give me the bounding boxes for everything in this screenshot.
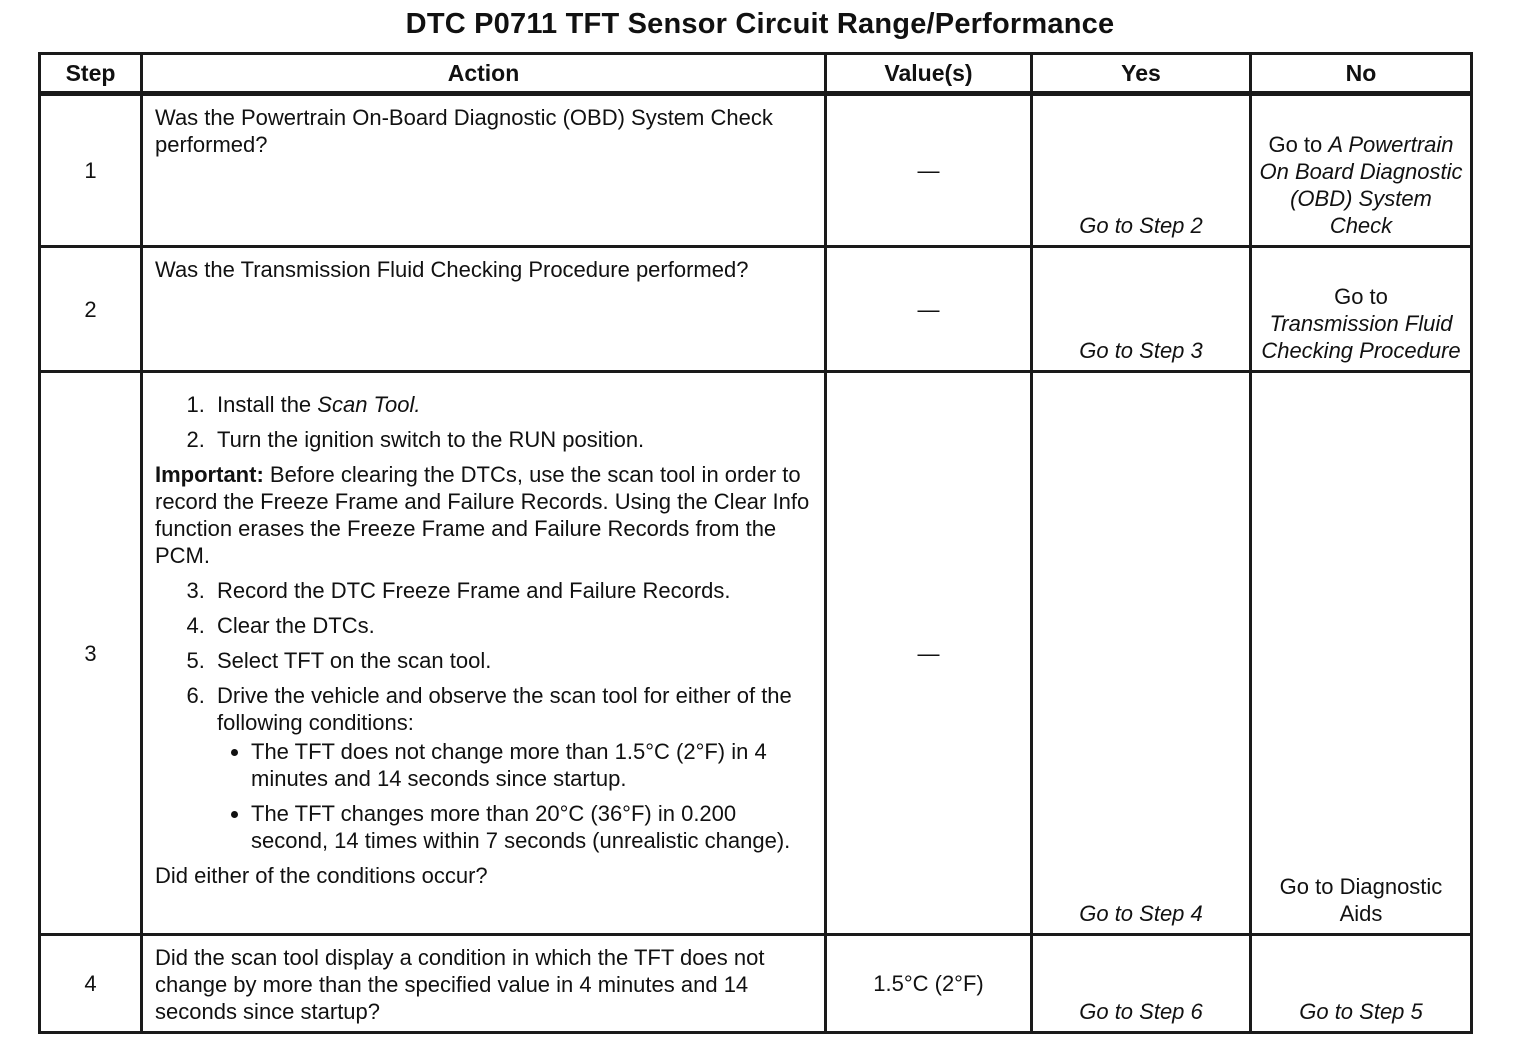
condition-item: • The TFT does not change more than 1.5°C (2°F) in 4 minutes and 14 seconds since startup.	[251, 738, 812, 792]
procedure-step-text: Drive the vehicle and observe the scan tool for either of the following conditions:	[217, 683, 792, 735]
value-cell: 1.5°C (2°F)	[826, 935, 1032, 1033]
table-header-row	[40, 54, 1472, 94]
no-link[interactable]	[1251, 247, 1472, 372]
condition-list	[217, 738, 812, 854]
table-row	[40, 935, 1472, 1033]
procedure-step	[211, 391, 812, 418]
procedure-step-emphasis: Scan Tool.	[317, 392, 421, 417]
procedure-step: 4. Clear the DTCs.	[211, 612, 812, 639]
step-number: 2	[40, 247, 142, 372]
yes-link[interactable]: Go to Step 6	[1032, 935, 1251, 1033]
step-number: 3	[40, 372, 142, 935]
no-link[interactable]	[1251, 94, 1472, 247]
header-yes: Yes	[1032, 54, 1251, 94]
procedure-step: 5. Select TFT on the scan tool.	[211, 647, 812, 674]
procedure-step-text: Install the	[217, 392, 312, 417]
no-target[interactable]: Transmission Fluid Checking Procedure	[1261, 311, 1461, 363]
procedure-step: 3. Record the DTC Freeze Frame and Failure Records.	[211, 577, 812, 604]
no-link[interactable]: Go to Step 5	[1251, 935, 1472, 1033]
important-text: Before clearing the DTCs, use the scan tool in order to record the Freeze Frame and Failure Records. Using the Clear Info function erases the Freeze Frame and Failure Records from the PCM.	[155, 462, 810, 568]
header-values: Value(s)	[826, 54, 1032, 94]
important-label: Important:	[155, 462, 264, 487]
action-cell: Did the scan tool display a condition in which the TFT does not change by more than the specified value in 4 minutes and 14 seconds since startup?	[142, 935, 826, 1033]
table-row	[40, 94, 1472, 247]
procedure-step	[211, 682, 812, 854]
header-step: Step	[40, 54, 142, 94]
action-cell: Was the Transmission Fluid Checking Procedure performed?	[142, 247, 826, 372]
action-cell	[142, 372, 826, 935]
no-prefix: Go to	[1268, 132, 1323, 157]
step-number: 4	[40, 935, 142, 1033]
no-prefix: Go to	[1334, 284, 1388, 309]
condition-item: • The TFT changes more than 20°C (36°F) in 0.200 second, 14 times within 7 seconds (unrealistic change).	[251, 800, 812, 854]
procedure-step: 2. Turn the ignition switch to the RUN position.	[211, 426, 812, 453]
header-no: No	[1251, 54, 1472, 94]
table-row	[40, 372, 1472, 935]
diagnostic-table	[38, 52, 1473, 1034]
yes-link[interactable]: Go to Step 4	[1032, 372, 1251, 935]
procedure-list	[155, 577, 812, 854]
procedure-list	[155, 391, 812, 453]
table-row	[40, 247, 1472, 372]
step-question: Did either of the conditions occur?	[155, 863, 488, 888]
page-title: DTC P0711 TFT Sensor Circuit Range/Performance	[405, 8, 1115, 40]
value-cell: —	[826, 372, 1032, 935]
no-link[interactable]: Go to Diagnostic Aids	[1251, 372, 1472, 935]
important-note	[155, 461, 812, 569]
yes-link[interactable]: Go to Step 2	[1032, 94, 1251, 247]
step-number: 1	[40, 94, 142, 247]
header-action: Action	[142, 54, 826, 94]
action-cell: Was the Powertrain On-Board Diagnostic (OBD) System Check performed?	[142, 94, 826, 247]
no-target[interactable]: A Powertrain On Board Diagnostic (OBD) System Check	[1259, 132, 1463, 238]
yes-link[interactable]: Go to Step 3	[1032, 247, 1251, 372]
value-cell: —	[826, 94, 1032, 247]
value-cell: —	[826, 247, 1032, 372]
